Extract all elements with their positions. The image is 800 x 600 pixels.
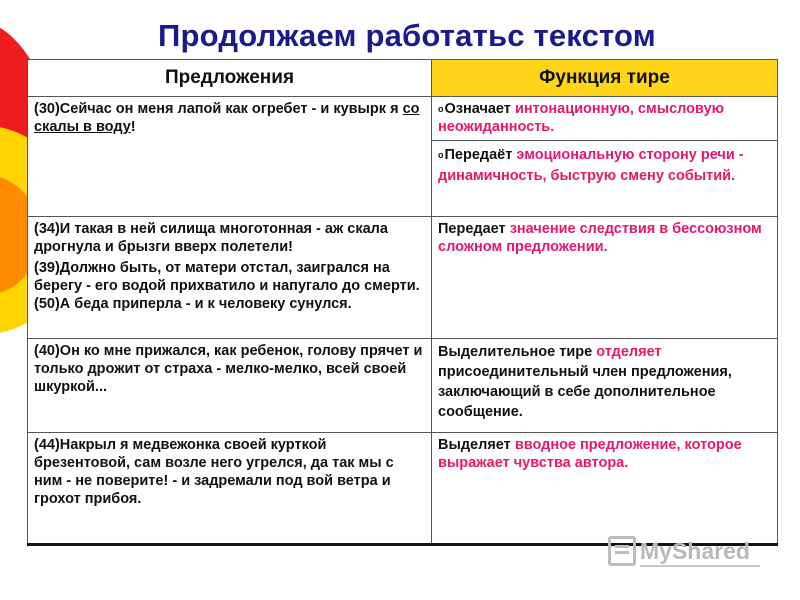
sentence-cell <box>28 339 432 433</box>
function-highlight: интонационную, смысловую неожиданность. <box>438 101 725 135</box>
function-cell: Передает значение следствия в бессоюзном сложном предложении. <box>432 217 778 339</box>
sentence-text: (44)Накрыл я медвежонка своей курткой брезентовой, сам возле него угрелся, да так мы с ним - не поверите! - и задремали под вой ветра и грохот прибоя. <box>34 437 394 507</box>
cell-divider <box>432 140 777 141</box>
function-highlight: эмоциональную сторону речи - динамичность, быструю смену событий. <box>438 147 744 184</box>
sentence-underlined: со скалы в воду <box>34 101 420 135</box>
function-item: $^o$Означает интонационную, смысловую неожиданность. <box>438 101 725 135</box>
presentation-icon <box>608 536 636 566</box>
sentence-text: (34)И такая в ней силища многотонная - аж скала дрогнула и брызги вверх полетели! <box>34 221 388 255</box>
function-highlight: вводное предложение, которое выражает чувства автора. <box>438 437 742 471</box>
watermark <box>608 536 750 566</box>
sentence-cell <box>28 97 432 217</box>
function-cell: Выделительное тире отделяет присоединительный член предложения, заключающий в себе дополнительное сообщение. <box>432 339 778 433</box>
analysis-table <box>27 59 778 546</box>
function-item: $^o$Передаёт эмоциональную сторону речи - динамичность, быструю смену событий. <box>438 147 744 184</box>
watermark-text: MyShared <box>640 537 750 564</box>
sentence-text: (30)Сейчас он меня лапой как огребет - и кувырк я <box>34 101 403 117</box>
table-row <box>28 339 778 433</box>
function-cell: Выделяет вводное предложение, которое выражает чувства автора. <box>432 433 778 545</box>
bullet-icon: o <box>438 104 444 114</box>
sentence-end: ! <box>130 119 136 135</box>
sentence-cell <box>28 433 432 545</box>
sentence-text: (39)Должно быть, от матери отстал, заигрался на берегу - его водой прихватило и напугало до смерти. (50)А беда приперла - и к человеку сунулся. <box>34 260 420 312</box>
watermark-underline <box>640 565 760 567</box>
sentence-text: (40)Он ко мне прижался, как ребенок, голову прячет и только дрожит от страха - мелко-мелко, всей своей шкуркой... <box>34 343 423 395</box>
function-cell <box>432 97 778 217</box>
function-highlight: значение следствия в бессоюзном сложном предложении. <box>438 221 762 255</box>
table-row <box>28 97 778 217</box>
function-highlight: отделяет <box>596 344 662 360</box>
header-sentences: Предложения <box>28 60 432 97</box>
table-row <box>28 217 778 339</box>
header-dash-function: Функция тире <box>432 60 778 97</box>
table-row <box>28 433 778 545</box>
table-header-row <box>28 60 778 97</box>
sentence-cell <box>28 217 432 339</box>
slide-title: Продолжаем работатьс текстом <box>158 18 656 53</box>
bullet-icon: o <box>438 150 444 160</box>
